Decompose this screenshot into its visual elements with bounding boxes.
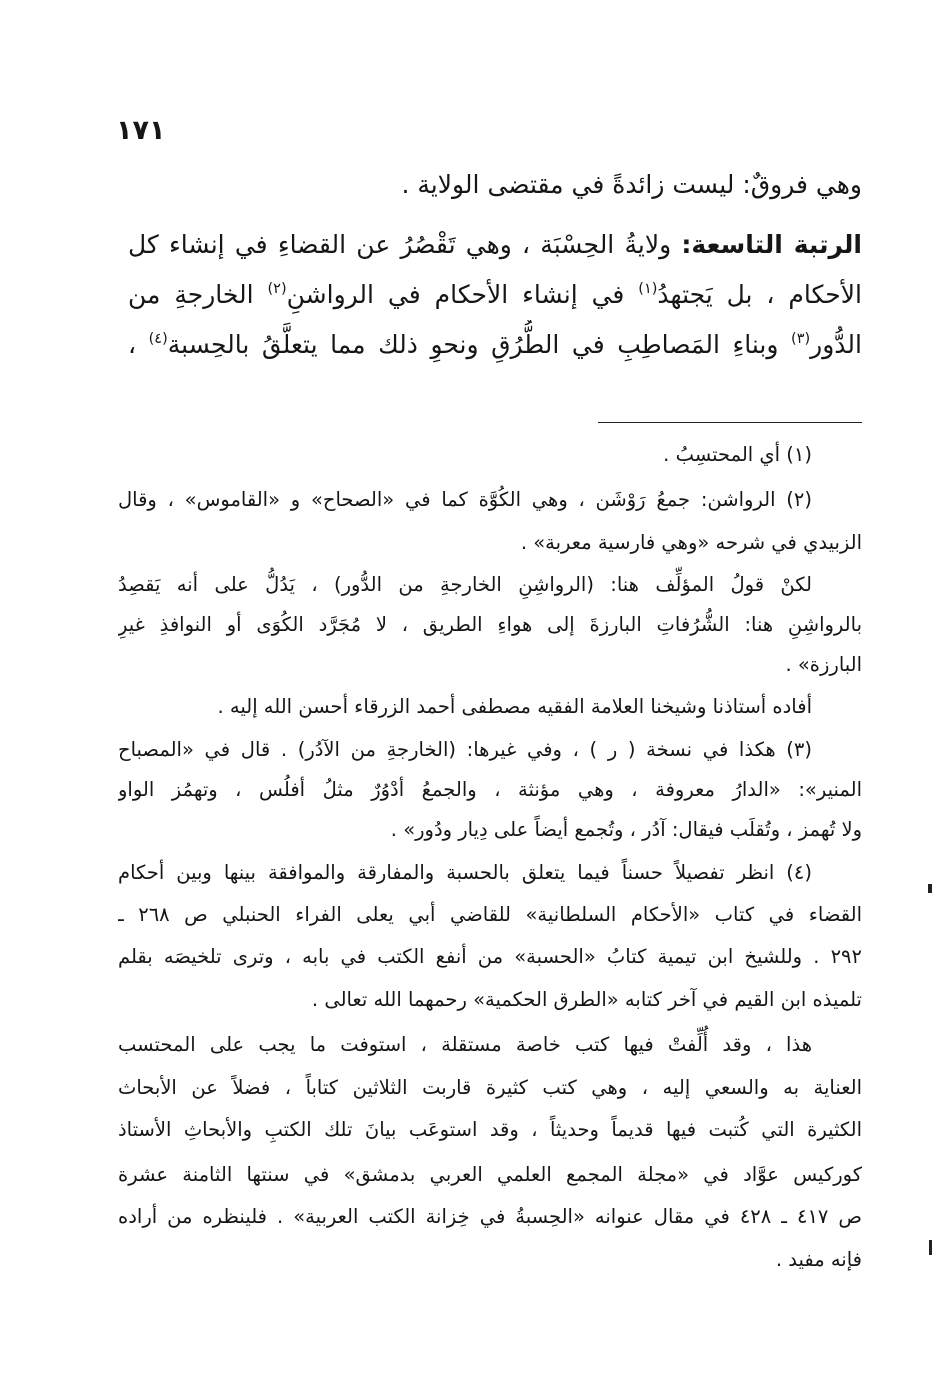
footnote-line: ص ٤١٧ ـ ٤٢٨ في مقال عنوانه «الحِسبةُ في خِزانة الكتب العربية» . فلينظره من أراده bbox=[118, 1205, 862, 1228]
margin-mark bbox=[928, 884, 932, 893]
footnote-ref-2: (٢) bbox=[267, 280, 287, 297]
footnote-line: ولا تُهمز ، وتُقلَب فيقال: آدُر ، وتُجمع أيضاً على دِيار ودُور» . bbox=[390, 818, 862, 841]
footnote-line: كوركيس عوَّاد في «مجلة المجمع العلمي العربي بدمشق» في سنتها الثامنة عشرة bbox=[118, 1163, 862, 1186]
footnote-separator bbox=[598, 422, 862, 423]
main-text-line bbox=[128, 220, 862, 270]
footnote-line: القضاء في كتاب «الأحكام السلطانية» للقاضي أبي يعلى الفراء الحنبلي ص ٢٦٨ ـ bbox=[118, 903, 862, 926]
main-text-segment: ولايةُ الحِسْبَة ، وهي تَقْصُرُ عن القضاءِ في إنشاء كل bbox=[128, 230, 682, 259]
footnote-line: (٣) هكذا في نسخة ( ر ) ، وفي غيرها: (الخارجةِ من الآدُر) . قال في «المصباح bbox=[118, 738, 812, 761]
main-text-line bbox=[128, 320, 862, 370]
section-heading: الرتبة التاسعة: bbox=[681, 230, 862, 259]
footnote-ref-4: (٤) bbox=[148, 330, 168, 347]
main-text-segment: وبناءِ المَصاطِبِ في الطُّرُقِ ونحوِ ذلك مما يتعلَّقُ بالحِسبة bbox=[167, 330, 792, 359]
footnote-ref-1: (١) bbox=[638, 280, 658, 297]
footnote-line: تلميذه ابن القيم في آخر كتابه «الطرق الحكمية» رحمهما الله تعالى . bbox=[311, 988, 862, 1011]
main-text-segment: ، bbox=[128, 330, 149, 359]
main-text-line bbox=[128, 270, 862, 320]
footnote-line: الزبيدي في شرحه «وهي فارسية معربة» . bbox=[520, 531, 862, 554]
footnote-line: (١) أي المحتسِبُ . bbox=[663, 443, 812, 466]
footnote-ref-3: (٣) bbox=[791, 330, 811, 347]
main-text-segment: الخارجةِ من bbox=[128, 280, 268, 309]
footnote-line: لكنْ قولُ المؤلِّف هنا: (الرواشِنِ الخارجةِ من الدُّور) ، يَدُلُّ على أنه يَقصِدُ bbox=[118, 573, 812, 596]
main-text-segment: الأحكام ، بل يَجتهدُ bbox=[657, 280, 862, 309]
main-text-segment: في إنشاء الأحكام في الرواشنِ bbox=[286, 280, 639, 309]
page-number: ١٧١ bbox=[116, 115, 166, 146]
footnote-line: بالرواشِنِ هنا: الشُّرُفاتِ البارزةَ إلى هواءِ الطريق ، لا مُجَرَّد الكُوَى أو النوافذِ غيرِ bbox=[118, 613, 862, 636]
main-text-segment: الدُّور bbox=[810, 330, 862, 359]
footnote-line: البارزة» . bbox=[785, 653, 862, 676]
main-text-line: وهي فروقٌ: ليست زائدةً في مقتضى الولاية . bbox=[401, 170, 862, 199]
footnote-line: هذا ، وقد أُلِّفتْ فيها كتب خاصة مستقلة ، استوفت ما يجب على المحتسب bbox=[118, 1033, 812, 1056]
footnote-line: (٢) الرواشن: جمعُ رَوْشَن ، وهي الكُوَّة كما في «الصحاح» و «القاموس» ، وقال bbox=[118, 488, 812, 511]
margin-mark bbox=[929, 1240, 932, 1255]
footnote-line: الكثيرة التي كُتبت فيها قديماً وحديثاً ، وقد استوعَب بيانَ تلك الكتبِ والأبحاثِ الأستاذ bbox=[118, 1118, 862, 1141]
footnote-line: المنير»: «الدارُ معروفة ، وهي مؤنثة ، والجمعُ أدْوُرٌ مثلُ أفلُس ، وتهمُز الواو bbox=[118, 778, 862, 801]
footnote-line: العناية به والسعي إليه ، وهي كتب كثيرة قاربت الثلاثين كتاباً ، فضلاً عن الأبحاث bbox=[118, 1076, 862, 1099]
footnote-line: فإنه مفيد . bbox=[775, 1248, 862, 1271]
footnote-line: (٤) انظر تفصيلاً حسناً فيما يتعلق بالحسبة والمفارقة والموافقة بينها وبين أحكام bbox=[118, 861, 812, 884]
footnote-line: أفاده أستاذنا وشيخنا العلامة الفقيه مصطفى أحمد الزرقاء أحسن الله إليه . bbox=[217, 695, 812, 718]
footnote-line: ٢٩٢ . وللشيخ ابن تيمية كتابُ «الحسبة» من أنفع الكتب في بابه ، وترى تلخيصَه بقلم bbox=[118, 945, 862, 968]
